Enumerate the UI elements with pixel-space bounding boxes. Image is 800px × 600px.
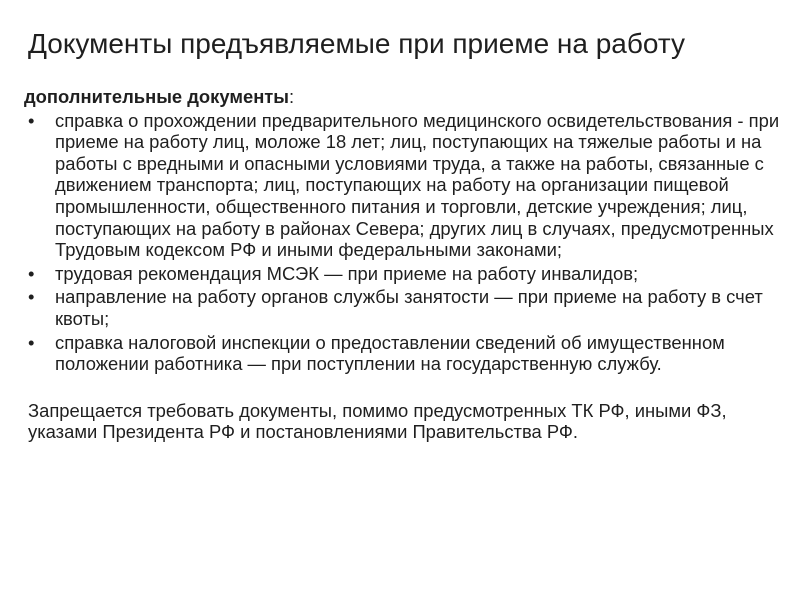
bullet-icon: • [28,331,35,353]
list-item [24,263,784,285]
section-heading-text: дополнительные документы [24,86,290,107]
list-item-text: направление на работу органов службы занятости — при приеме на работу в счет квоты; [55,286,763,329]
slide-title: Документы предъявляемые при приеме на работу [28,28,686,59]
list-item-text: справка о прохождении предварительного медицинского освидетельствования - при приеме на работу лиц, моложе 18 лет; лиц, поступающих на тяжелые работы и на работы с вредными и опасными условиями труда, а также на работы, связанные с движением транспорта; лиц, поступающих на работу на организации пищевой промышленности, общественного питания и торговли, детские учреждения; лиц, поступающих на работу в районах Севера; других лиц в случаях, предусмотренных Трудовым кодексом РФ и иными федеральными законами; [55,109,780,261]
section-heading-colon: : [289,86,295,107]
list-item [24,332,784,375]
prohibition-note: Запрещается требовать документы, помимо предусмотренных ТК РФ, иными ФЗ, указами Президента РФ и постановлениями Правительства РФ. [28,399,727,443]
list-item-text: трудовая рекомендация МСЭК — при приеме на работу инвалидов; [55,262,639,284]
bullet-icon: • [28,109,35,131]
document-list [24,110,784,375]
bullet-icon: • [28,262,35,284]
list-item [24,110,784,261]
list-item-text: справка налоговой инспекции о предоставлении сведений об имущественном положении работника — при поступлении на государственную службу. [55,331,725,375]
list-item [24,286,784,329]
bullet-icon: • [28,286,35,308]
section-heading [24,86,784,108]
slide-content [24,86,784,443]
